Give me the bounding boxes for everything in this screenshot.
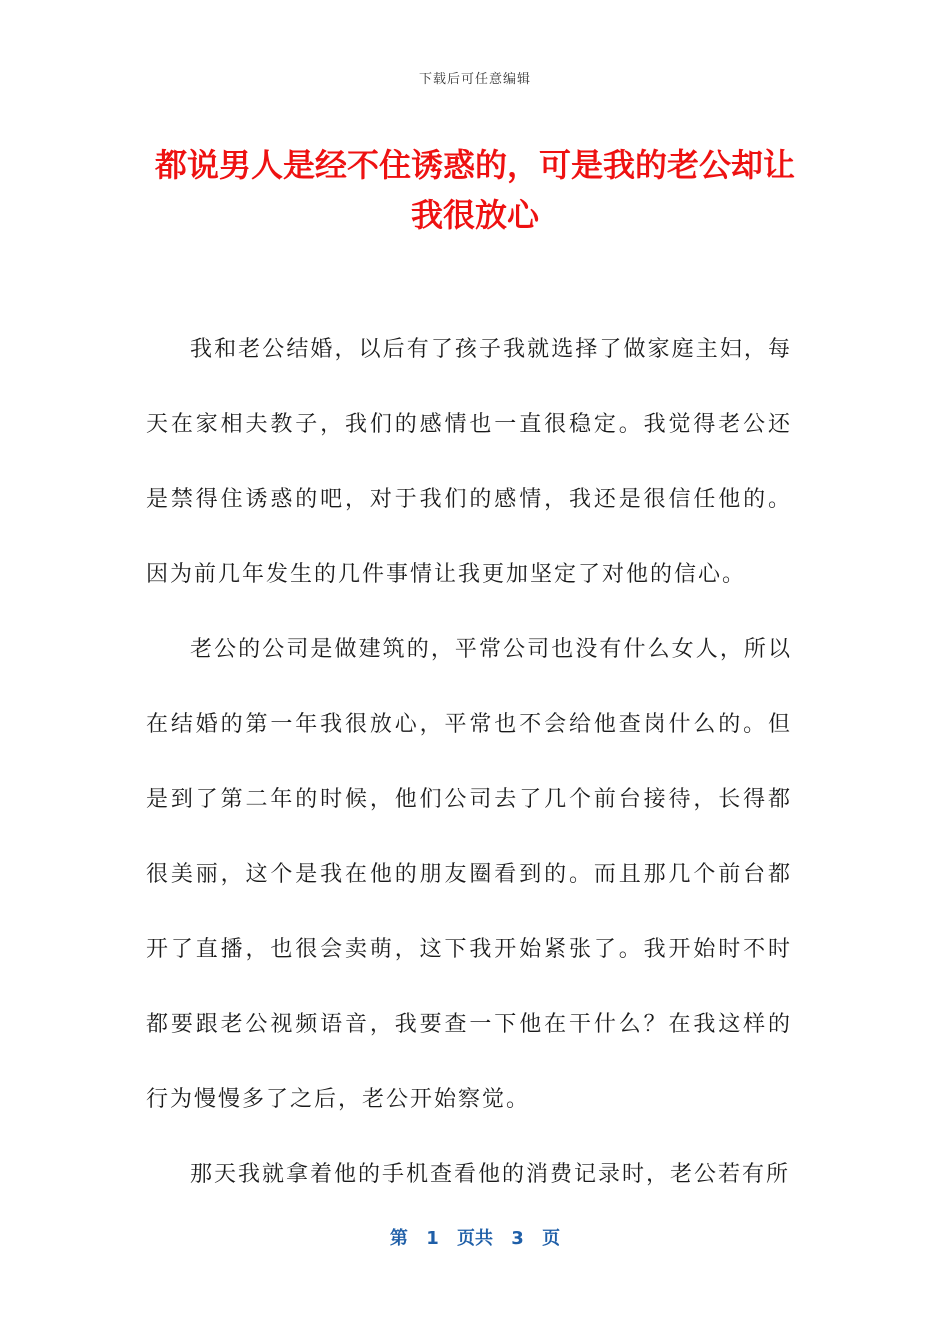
paragraph-3: 那天我就拿着他的手机查看他的消费记录时，老公若有所 (190, 1162, 791, 1187)
footer-label-end: 页 (542, 1228, 561, 1249)
page-footer (0, 1224, 950, 1250)
footer-label-total: 页共 (457, 1228, 493, 1249)
document-title: 都说男人是经不住诱惑的，可是我的老公却让我很放心 (154, 146, 795, 234)
footer-total-pages: 3 (511, 1228, 524, 1249)
footer-current-page: 1 (426, 1228, 439, 1249)
page-header-note: 下载后可任意编辑 (418, 72, 531, 87)
paragraph-2: 老公的公司是做建筑的，平常公司也没有什么女人，所以在结婚的第一年我很放心，平常也不会给他查岗什么的。但是到了第二年的时候，他们公司去了几个前台接待，长得都很美丽，这个是我在他的朋友圈看到的。而且那几个前台都开了直播，也很会卖萌，这下我开始紧张了。我开始时不时都要跟老公视频语音，我要查一下他在干什么？在我这样的行为慢慢多了之后，老公开始察觉。 (146, 637, 792, 1112)
paragraph-1: 我和老公结婚，以后有了孩子我就选择了做家庭主妇，每天在家相夫教子，我们的感情也一直很稳定。我觉得老公还是禁得住诱惑的吧，对于我们的感情，我还是很信任他的。因为前几年发生的几件事情让我更加坚定了对他的信心。 (146, 337, 792, 587)
footer-label-page: 第 (389, 1228, 408, 1249)
document-body (146, 312, 792, 1212)
